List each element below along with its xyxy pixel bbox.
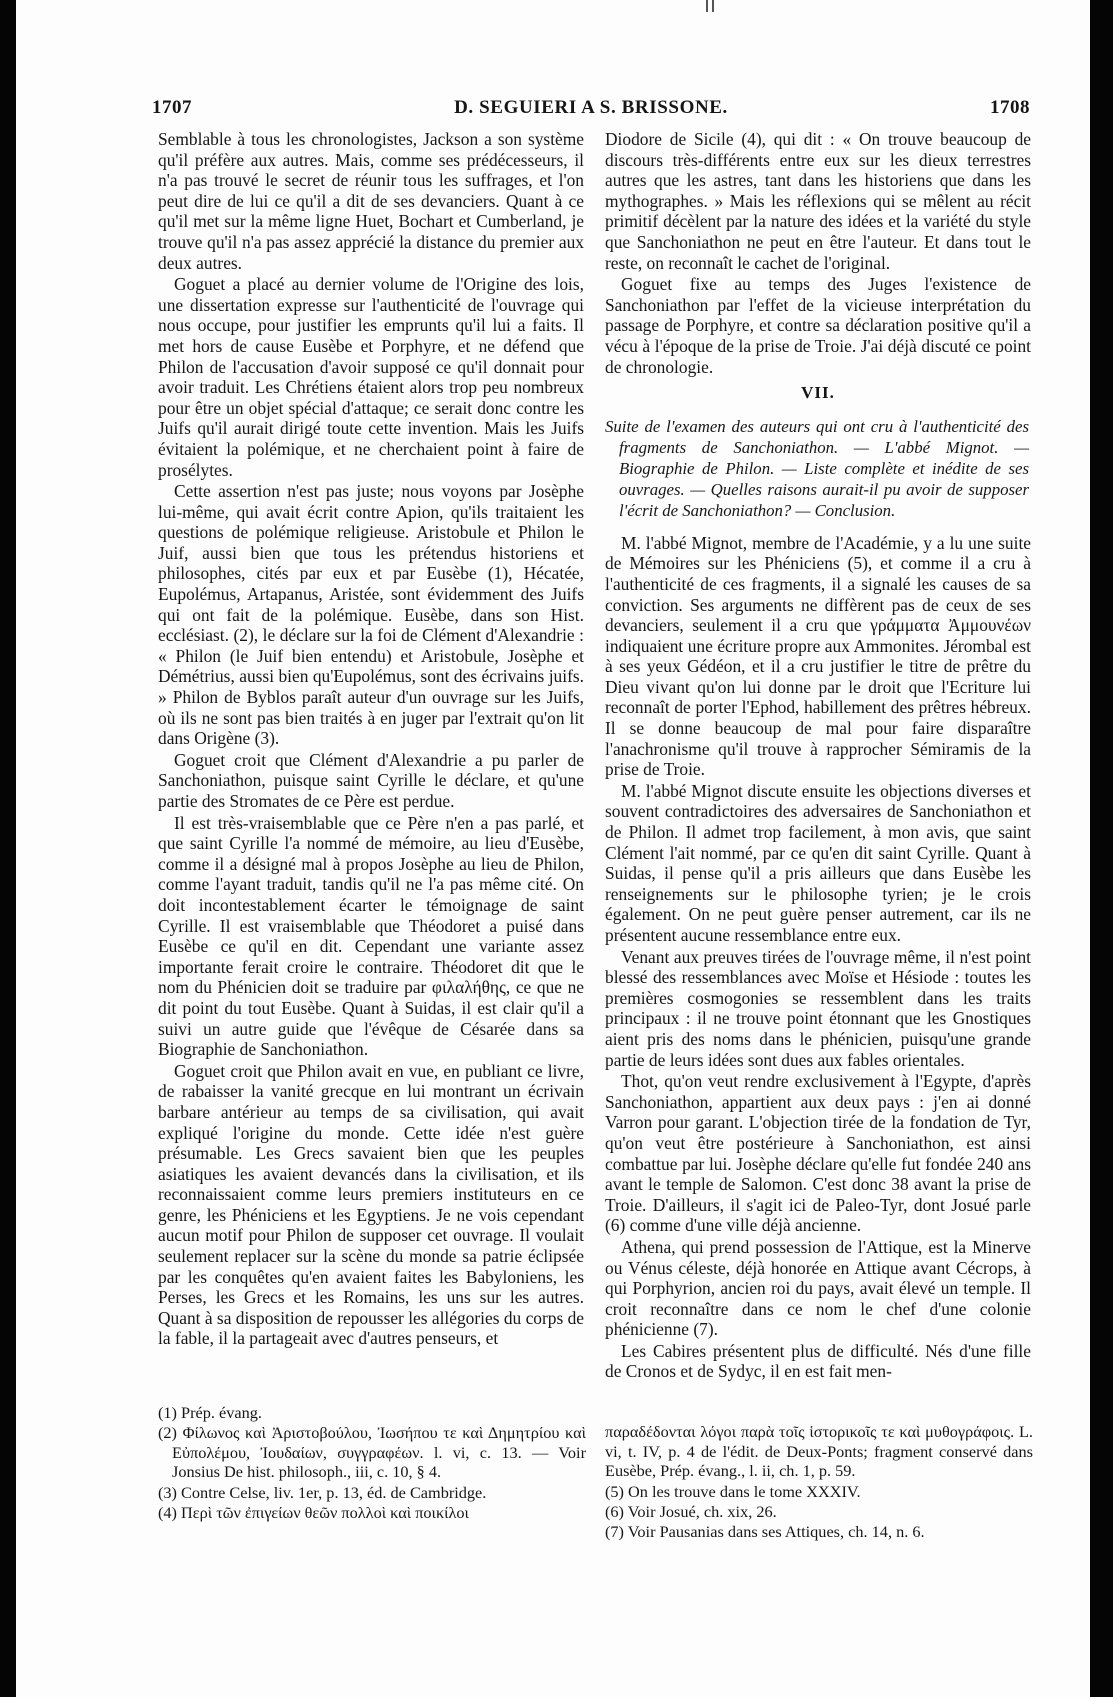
paragraph: Il est très-vraisemblable que ce Père n'en a pas parlé, et que saint Cyrille l'a nommé de mémoire, au lieu d'Eusèbe, comme il a désigné mal à propos Josèphe au lieu de Philon, comme l'ayant traduit, tandis qu'il ne l'a pas même cité. On doit incontestablement écarter le témoignage de saint Cyrille. Il est vraisemblable que Théodoret a puisé dans Eusèbe ce qu'il en dit. Cependant une variante assez importante ferait croire le contraire. Théodoret dit que le nom du Phénicien doit se traduire par φιλαλήθης, ce que ne dit point du tout Eusèbe. Quant à Suidas, il est clair qu'il a suivi un autre guide que l'évêque de Césarée dans sa Biographie de Sanchoniathon.	[158, 812, 584, 1060]
section-summary-text: Suite de l'examen des auteurs qui ont cru à l'authenticité des fragments de Sanchoniathon. — L'abbé Mignot. — Biographie de Philon. — Liste complète et inédite de ses ouvrages. — Quelles raisons aurait-il pu avoir de supposer l'écrit de Sanchoniathon? — Conclusion.	[605, 416, 1029, 520]
footnote: (7) Voir Pausanias dans ses Attiques, ch. 14, n. 6.	[605, 1522, 925, 1542]
paragraph: Athena, qui prend possession de l'Attique, est la Minerve ou Vénus céleste, déjà honorée en Attique avant Cécrops, à qui Porphyrion, ancien roi du pays, avait élevé un temple. Il croit reconnaître dans ce nom le chef d'une colonie phénicienne (7).	[605, 1236, 1031, 1340]
paragraph: M. l'abbé Mignot discute ensuite les objections diverses et souvent contradictoires des adversaires de Sanchoniathon et de Philon. Il admet trop facilement, à mon avis, que saint Clément l'ait nommé, par ce qu'en dit saint Cyrille. Quant à Suidas, il pense qu'il a pris ailleurs que dans Eusèbe les renseignements sur le philosophe tyrien; je le crois également. On ne peut guère penser autrement, car ils ne présentent aucune ressemblance entre eux.	[605, 780, 1031, 945]
left-column-number: 1707	[152, 97, 192, 118]
paragraph: Goguet croit que Philon avait en vue, en publiant ce livre, de rabaisser la vanité grecque en lui montrant un écrivain barbare antérieur au temps de sa civilisation, qui avait expliqué l'origine du monde. Cette idée n'est guère présumable. Les Grecs savaient bien que les peuples asiatiques les avaient devancés dans la civilisation, et ils reconnaissaient comme leurs premiers instituteurs en ce genre, les Phéniciens et les Egyptiens. Je ne vois cependant aucun motif pour Philon de supposer cet ouvrage. Il voulait seulement replacer sur la scène du monde sa patrie éclipsée par les conquêtes qu'en avaient faites les Babyloniens, les Perses, les Grecs et les Romains, les uns sur les autres. Quant à sa disposition de repousser les allégories du corps de la fable, il la partageait avec d'autres penseurs, et	[158, 1060, 584, 1349]
right-text-column	[605, 129, 1031, 1383]
left-text-column	[158, 129, 584, 1350]
paragraph: Venant aux preuves tirées de l'ouvrage même, il n'est point blessé des ressemblances avec Moïse et Hésiode : toutes les premières cosmogonies se ressemblent dans les traits principaux : il ne trouve point étonnant que les Gnostiques aient pris des noms dans le phénicien, puisqu'une grande partie de leurs idées sont dues aux fables orientales.	[605, 946, 1031, 1070]
paragraph: Diodore de Sicile (4), qui dit : « On trouve beaucoup de discours très-différents entre eux sur les dieux terrestres autres que les astres, tant dans les historiens que dans les mythographes. » Mais les réflexions qui se mêlent au récit primitif décèlent par la nature des idées et la variété du style que Sanchoniathon ne peut en être l'auteur. Et dans tout le reste, on reconnaît le cachet de l'original.	[605, 129, 1031, 273]
footnote-continuation: παραδέδονται λόγοι παρὰ τοῖς ἱστορικοῖς τε καὶ μυθογράφοις. L. vi, t. IV, p. 4 de l'édit. de Deux-Ponts; fragment conservé dans Eusèbe, Prép. évang., l. ii, ch. 1, p. 59.	[605, 1422, 1033, 1481]
footnote: (6) Voir Josué, ch. xix, 26.	[605, 1501, 777, 1521]
running-title: D. SEGUIERI A S. BRISSONE.	[454, 97, 728, 118]
paragraph: Cette assertion n'est pas juste; nous voyons par Josèphe lui-même, qui avait écrit contre Apion, qu'ils traitaient les questions de polémique religieuse. Aristobule et Philon le Juif, aussi bien que tous les prétendus historiens et philosophes, cités par eux et par Eusèbe (1), Hécatée, Eupolémus, Artapanus, Aristée, sont évidemment des Juifs qui ont fait de la polémique. Eusèbe, dans son Hist. ecclésiast. (2), le déclare sur la foi de Clément d'Alexandrie : « Philon (le Juif bien entendu) et Aristobule, Josèphe et Démétrius, aussi bien qu'Eupolémus, sont des écrivains juifs. » Philon de Byblos paraît auteur d'un ouvrage sur les Juifs, où ils ne sont pas bien traités à en juger par l'extrait qu'on lit dans Origène (3).	[158, 481, 584, 749]
page-header	[150, 97, 1032, 125]
footnote: (4) Περὶ τῶν ἐπιγείων θεῶν πολλοὶ καὶ ποικίλοι	[158, 1503, 469, 1523]
paragraph: Semblable à tous les chronologistes, Jackson a son système qu'il préfère aux autres. Mais, comme ses prédécesseurs, il n'a pas trouvé le secret de réunir tous les suffrages, et l'on peut dire de lui ce qu'il a dit de ses devanciers. Quant à ce qu'il met sur la même ligne Huet, Bochart et Cumberland, je trouve qu'il n'a pas assez apprécié la distance du premier aux deux autres.	[158, 129, 584, 273]
paragraph: Goguet croit que Clément d'Alexandrie a pu parler de Sanchoniathon, puisque saint Cyrille le déclare, et qu'une partie des Stromates de ce Père est perdue.	[158, 749, 584, 811]
footnote: (3) Contre Celse, liv. 1er, p. 13, éd. de Cambridge.	[158, 1482, 487, 1502]
section-summary	[605, 416, 1031, 521]
scan-mark	[706, 0, 708, 12]
paragraph: Les Cabires présentent plus de difficulté. Nés d'une fille de Cronos et de Sydyc, il en est fait men-	[605, 1340, 1031, 1382]
paragraph: Thot, qu'on veut rendre exclusivement à l'Egypte, d'après Sanchoniathon, appartient aux deux pays : j'en ai donné Varron pour garant. L'objection tirée de la fondation de Tyr, qu'on veut être postérieure à Sanchoniathon, est ainsi combattue par lui. Josèphe déclare qu'elle fut fondée 240 ans avant le temple de Salomon. C'est donc 38 avant la prise de Troie. D'ailleurs, il s'agit ici de Paleo-Tyr, dont Josué parle (6) comme d'une ville déjà ancienne.	[605, 1071, 1031, 1236]
left-footnotes	[158, 1403, 586, 1523]
paragraph: Goguet fixe au temps des Juges l'existence de Sanchoniathon par l'effet de la vicieuse interprétation du passage de Porphyre, et contre sa déclaration positive qu'il a vécu à l'époque de la prise de Troie. J'ai déjà discuté ce point de chronologie.	[605, 274, 1031, 377]
right-column-number: 1708	[990, 97, 1030, 118]
footnote: (5) On les trouve dans le tome XXXIV.	[605, 1481, 861, 1501]
paragraph: M. l'abbé Mignot, membre de l'Académie, y a lu une suite de Mémoires sur les Phéniciens (5), et comme il a cru à l'authenticité de ces fragments, il a signalé les causes de sa conviction. Ses arguments ne diffèrent pas de ceux de ses devanciers, seulement il a cru que γράμματα Ἀμμουνέων indiquaient une écriture propre aux Ammonites. Jérombal est à ses yeux Gédéon, et il a cru justifier le titre de prêtre du Dieu vivant qu'on lui donne par le droit que l'Ecriture lui reconnaît de porter l'Ephod, habillement des prêtres hébreux. Il se donne beaucoup de mal pour faire disparaître l'anachronisme qu'il trouve à rapprocher Sémiramis de la prise de Troie.	[605, 532, 1031, 780]
scan-border-left	[0, 0, 16, 1697]
scan-mark	[712, 0, 714, 12]
scan-border-right	[1090, 0, 1113, 1697]
footnote: (2) Φίλωνος καὶ Ἀριστοβούλου, Ἰωσήπου τε καὶ Δημητρίου καὶ Εὐπολέμου, Ἰουδαίων, συγγραφέων. l. vi, c. 13. — Voir Jonsius De hist. philosoph., iii, c. 10, § 4.	[158, 1423, 586, 1482]
section-number: VII.	[801, 383, 835, 403]
paragraph: Goguet a placé au dernier volume de l'Origine des lois, une dissertation expresse sur l'authenticité de l'ouvrage qui nous occupe, pour justifier les emprunts qu'il lui a faits. Il met hors de cause Eusèbe et Porphyre, et ne défend que Philon de l'accusation d'avoir supposé ce qu'il donnait pour avoir traduit. Les Chrétiens étaient alors trop peu nombreux pour être un objet spécial d'attaque; ce serait donc contre les Juifs qu'il aurait dirigé toute cette invention. Mais les Juifs évitaient la polémique, et ne cherchaient point à faire de prosélytes.	[158, 274, 584, 480]
footnote: (1) Prép. évang.	[158, 1403, 262, 1422]
right-footnotes	[605, 1406, 1033, 1543]
